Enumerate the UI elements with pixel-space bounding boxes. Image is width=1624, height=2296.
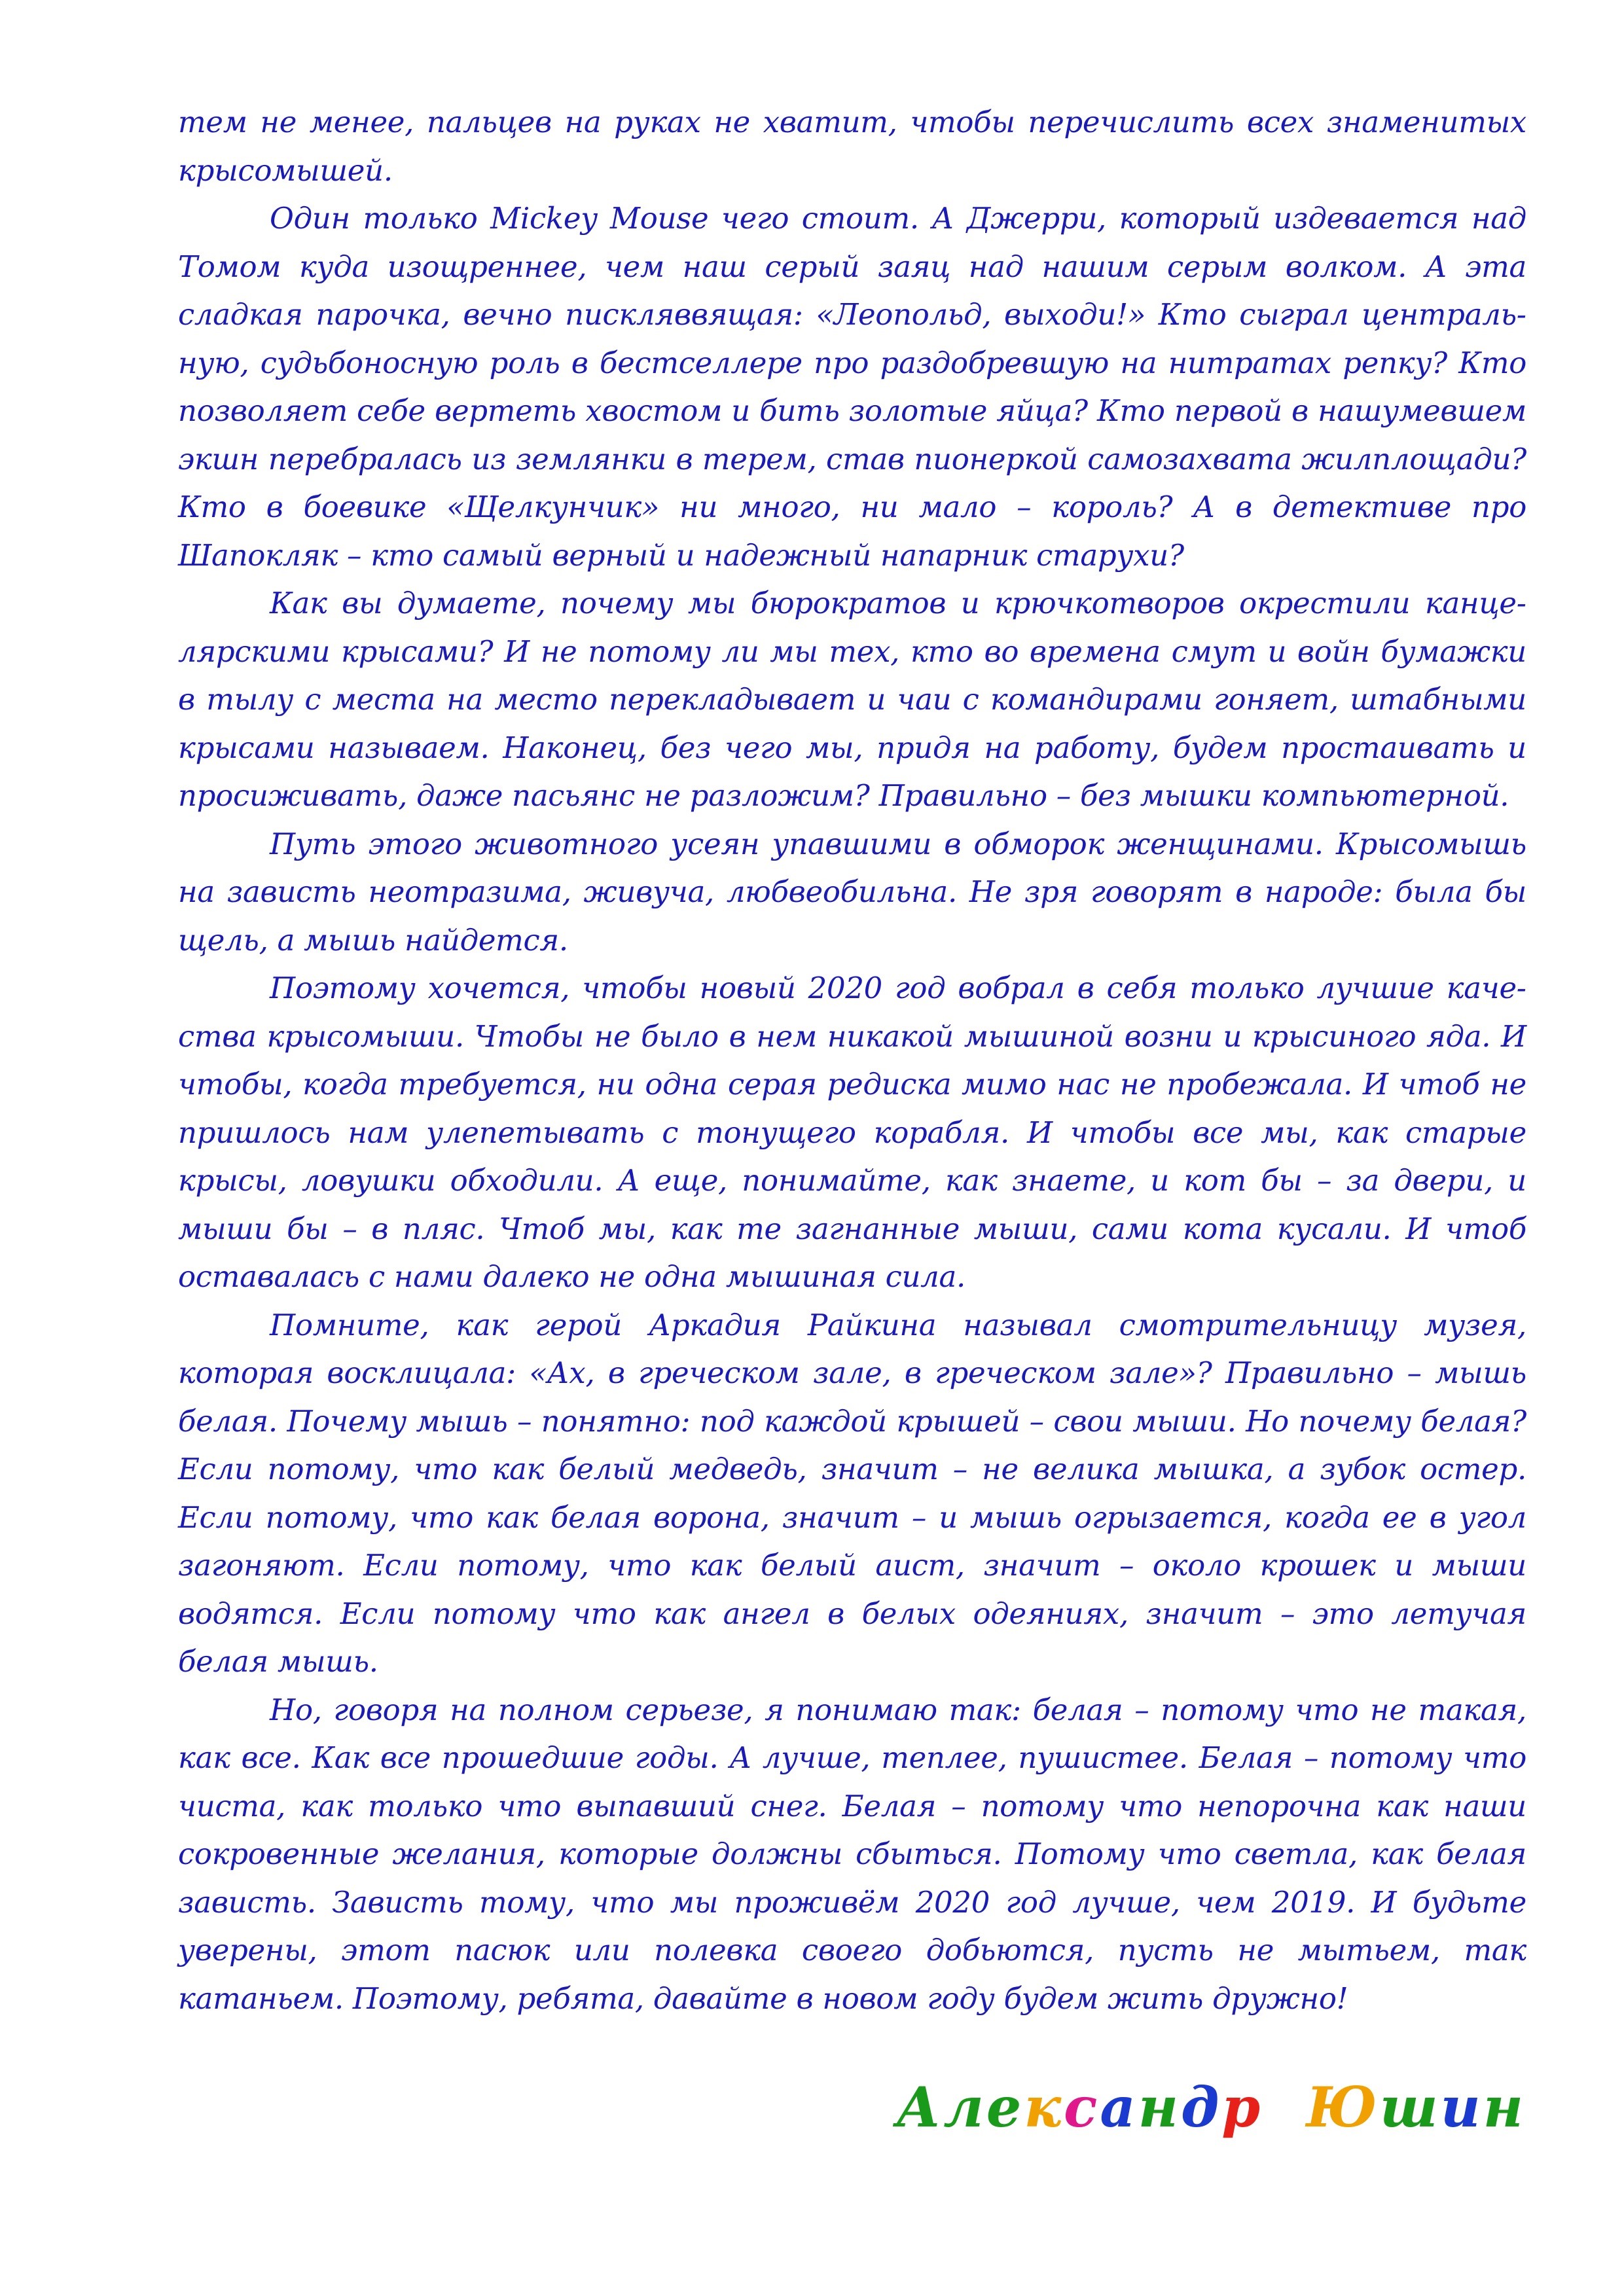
- signature-letter: А: [895, 2075, 944, 2140]
- signature-letter: и: [1440, 2075, 1483, 2140]
- signature-letter: [1263, 2075, 1307, 2140]
- paragraph-office-rats: Как вы думаете, почему мы бюрократов и крючкотворов окрестили канцелярскими крысами? И не потому ли мы тех, кто во времена смут и войн бумажки в тылу с места на место перекладывает и чаи с командирами гоняет, штабными крысами называем. Наконец, без чего мы, придя на работу, будем простаивать и просиживать, даже пасьянс не разложим? Правильно – без мышки компьютерной.: [178, 586, 1526, 813]
- paragraph-conclusion: Но, говоря на полном серьезе, я понимаю так: белая – потому что не такая, как все. Как все прошедшие годы. А лучше, теплее, пушистее. Белая – потому что чиста, как только что выпавший снег. Белая – потому что непорочна как наши сокровенные желания, которые должны сбыться. Потому что светла, как белая зависть. Зависть тому, что мы проживём 2020 год лучше, чем 2019. И будьте уверены, этот пасюк или полевка своего добьются, пусть не мытьем, так катаньем. Поэтому, ребята, давайте в новом году будем жить дружно!: [178, 1692, 1526, 2016]
- signature-letter: а: [1100, 2075, 1138, 2140]
- signature-letter: л: [943, 2075, 986, 2140]
- signature-letter: с: [1064, 2075, 1100, 2140]
- paragraph-continuation: тем не менее, пальцев на руках не хватит, чтобы перечислить всех знаменитых крысомышей.: [178, 105, 1526, 188]
- paragraph-animal-path: Путь этого животного усеян упавшими в обморок женщинами. Крысомышь на зависть неотразима, живуча, любвеобильна. Не зря говорят в народе: была бы щель, а мышь найдется.: [178, 826, 1526, 958]
- article-body: [178, 98, 1526, 2022]
- signature-letter: Ю: [1306, 2075, 1380, 2140]
- signature-letter: д: [1181, 2075, 1222, 2140]
- signature-letter: ш: [1379, 2075, 1441, 2140]
- paragraph-new-year-wishes: Поэтому хочется, чтобы новый 2020 год вобрал в себя только лучшие качества крысомыши. Чтобы не было в нем никакой мышиной возни и крысиного яда. И чтобы, когда требуется, ни одна серая редиска мимо нас не пробежала. И чтоб не пришлось нам улепетывать с тонущего корабля. И чтобы все мы, как старые крысы, ловушки обходили. А еще, понимайте, как знаете, и кот бы – за двери, и мыши бы – в пляс. Чтоб мы, как те загнанные мыши, сами кота кусали. И чтоб оставалась с нами далеко не одна мышиная сила.: [178, 971, 1526, 1294]
- signature-letter: н: [1138, 2075, 1182, 2140]
- signature-letter: р: [1221, 2075, 1263, 2140]
- signature-letter: е: [986, 2075, 1024, 2140]
- paragraph-famous-mice: Один только Mickey Mouse чего стоит. А Джерри, который издевается над Томом куда изощреннее, чем наш серый заяц над нашим серым волком. А эта сладкая парочка, вечно пискляввящая: «Леопольд, выходи!» Кто сыграл центральную, судьбоносную роль в бестселлере про раздобревшую на нитратах репку? Кто позволяет себе вертеть хвостом и бить золотые яйца? Кто первой в нашумевшем экшн перебралась из землянки в терем, став пионеркой самозахвата жилплощади? Кто в боевике «Щелкунчик» ни много, ни мало – король? А в детективе про Шапокляк – кто самый верный и надежный напарник старухи?: [178, 201, 1526, 573]
- document-page: [178, 98, 1526, 2193]
- paragraph-white-mouse: Помните, как герой Аркадия Райкина называл смотрительницу музея, которая восклицала: «Ах, в греческом зале, в греческом зале»? Правильно – мышь белая. Почему мышь – понятно: под каждой крышей – свои мыши. Но почему белая? Если потому, что как белый медведь, значит – не велика мышка, а зубок остер. Если потому, что как белая ворона, значит – и мышь огрызается, когда ее в угол загоняют. Если потому, что как белый аист, значит – около крошек и мыши водятся. Если потому что как ангел в белых одеяниях, значит – это летучая белая мышь.: [178, 1307, 1526, 1679]
- author-signature: [896, 2075, 1526, 2140]
- signature-letter: н: [1483, 2075, 1526, 2140]
- signature-letter: к: [1024, 2075, 1064, 2140]
